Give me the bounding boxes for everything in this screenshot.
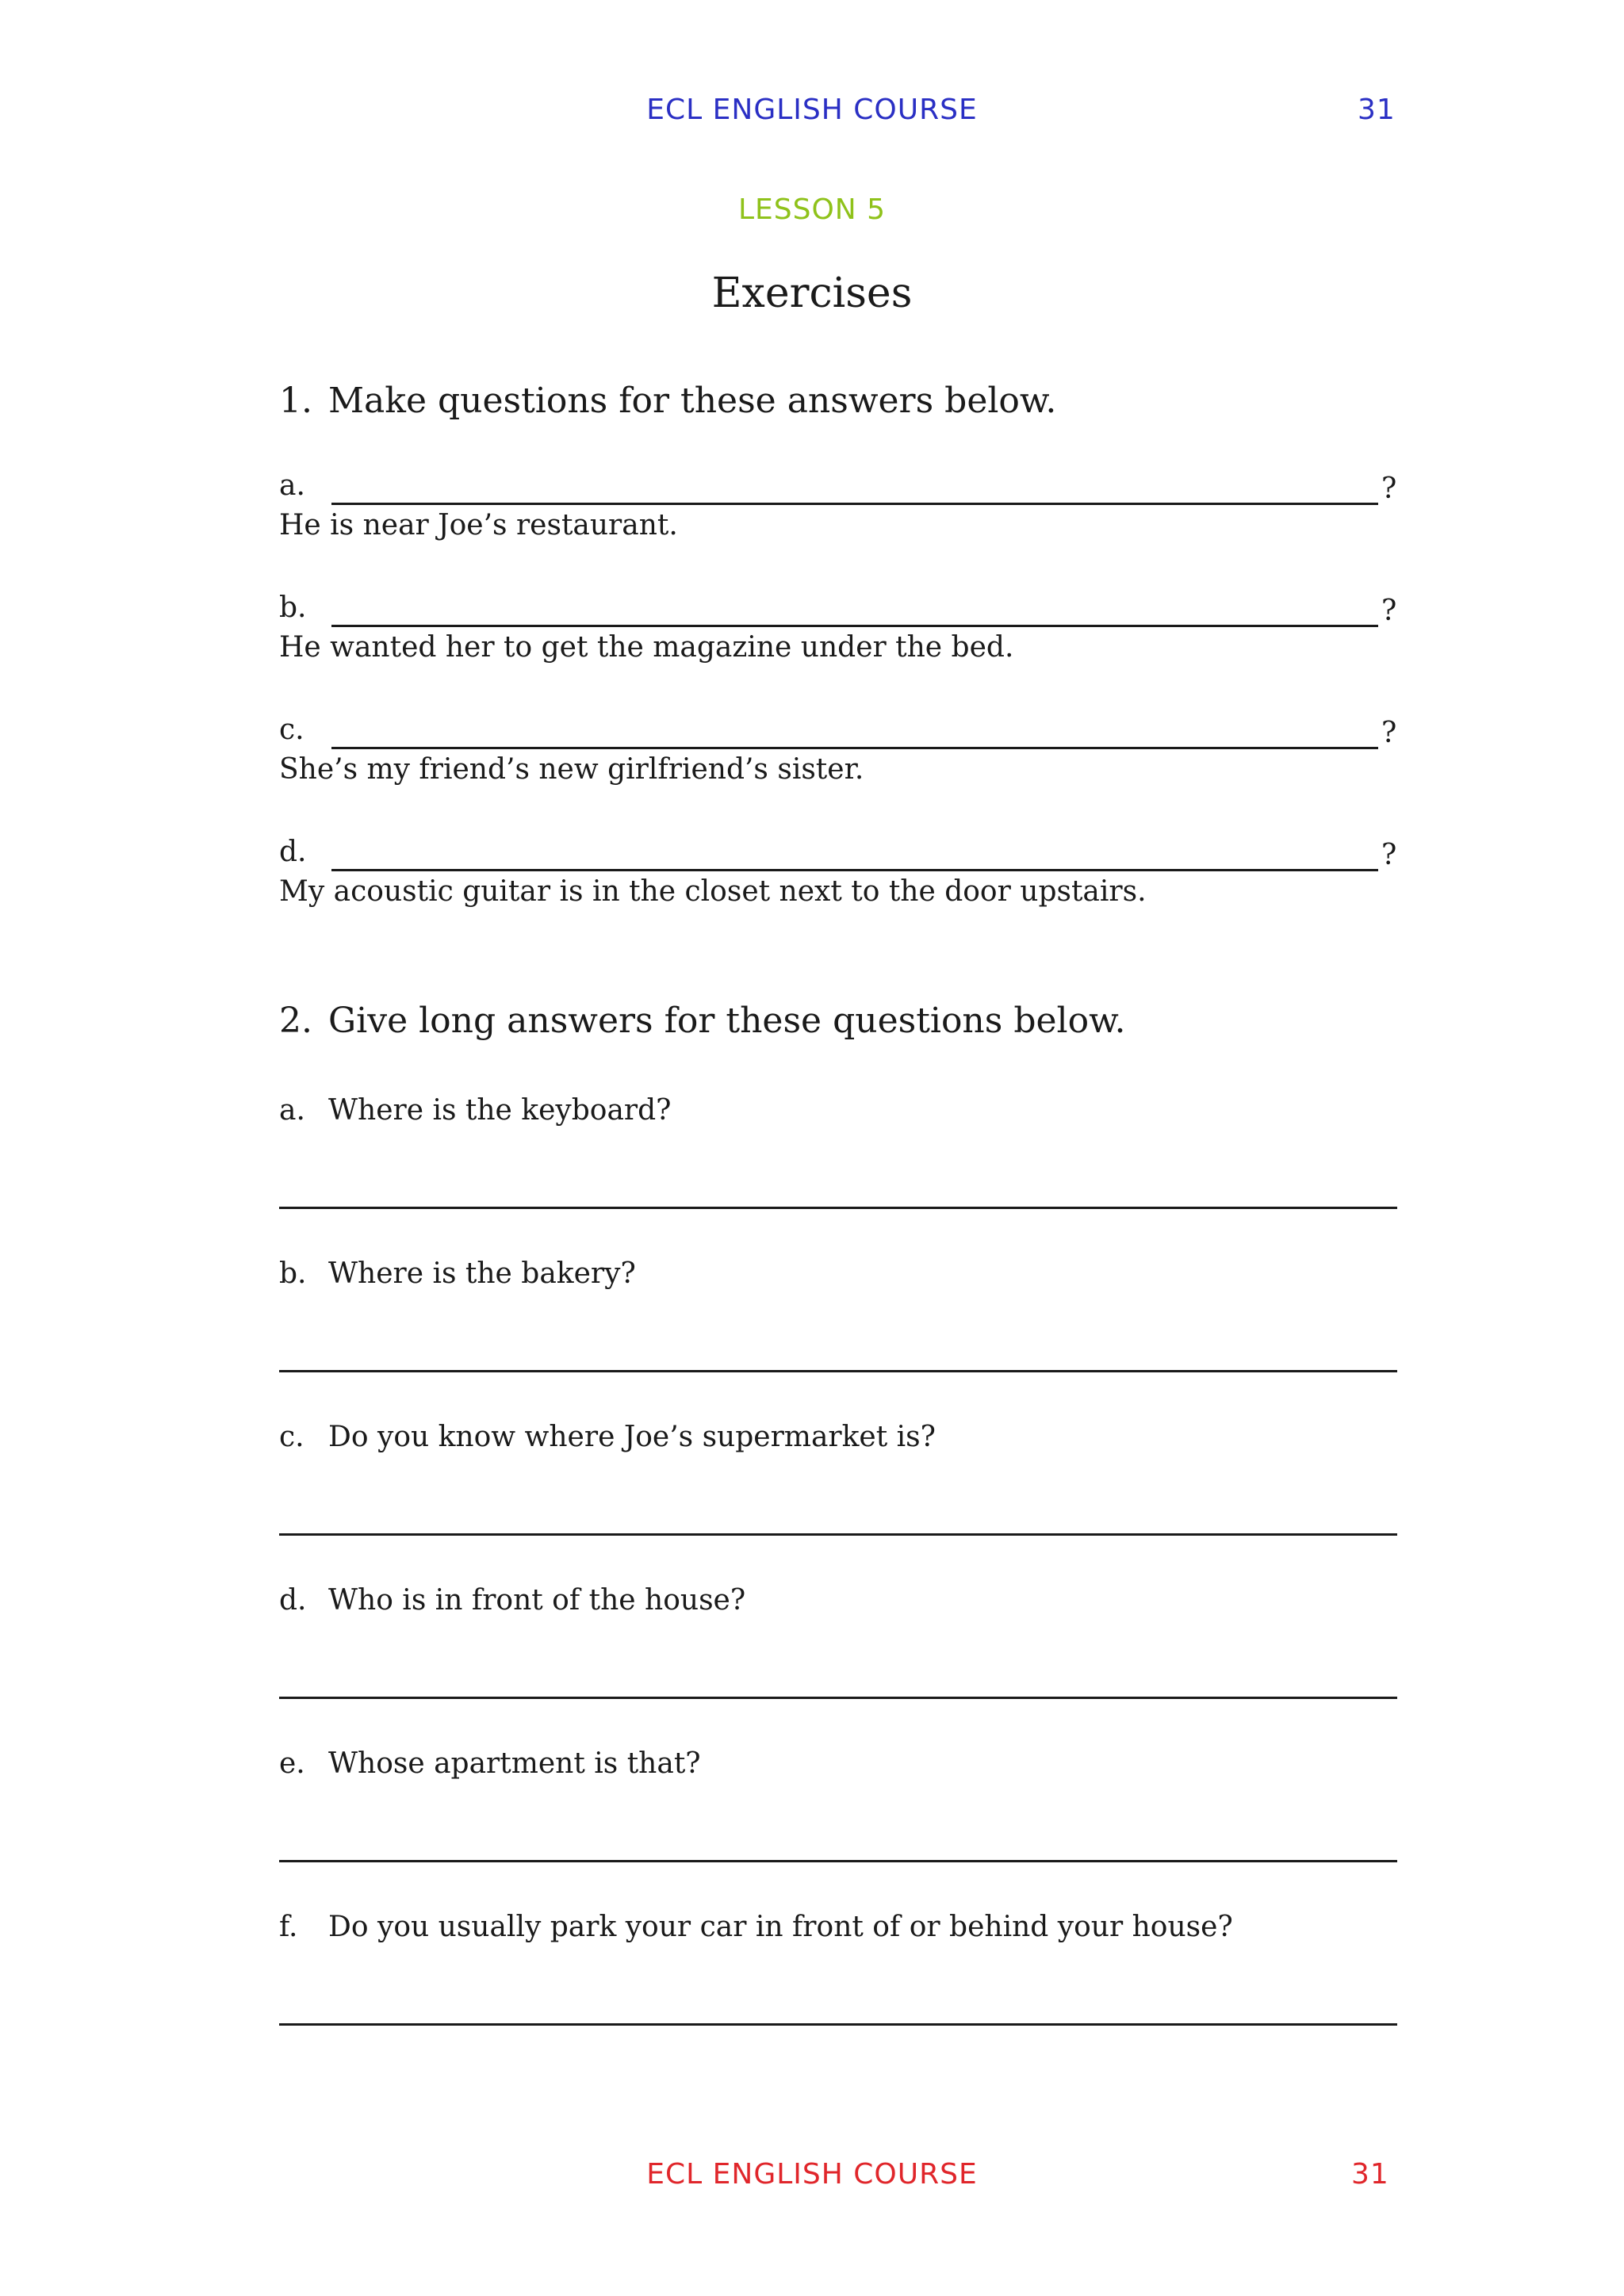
answer-line-f[interactable] <box>279 2023 1397 2026</box>
page-header <box>0 94 1624 141</box>
section-1-heading-text: Make questions for these answers below. <box>328 381 1057 421</box>
question-text: Do you know where Joe’s supermarket is? <box>328 1421 936 1453</box>
question-mark: ? <box>1381 595 1397 627</box>
section-2-heading <box>279 1001 1126 1041</box>
answer-line-e[interactable] <box>279 1860 1397 1862</box>
section-1-item-c <box>279 714 1397 753</box>
section-2-question-b <box>279 1257 636 1290</box>
given-answer-b: He wanted her to get the magazine under the bed. <box>279 631 1014 664</box>
section-1-heading <box>279 381 1056 421</box>
section-1-item-d <box>279 836 1397 875</box>
given-answer-d: My acoustic guitar is in the closet next to the door upstairs. <box>279 875 1147 908</box>
question-mark: ? <box>1381 717 1397 749</box>
item-letter: c. <box>279 714 304 746</box>
section-2-number: 2. <box>279 1001 312 1041</box>
answer-line-d[interactable] <box>279 1697 1397 1699</box>
question-blank-line[interactable] <box>331 625 1378 627</box>
item-letter: b. <box>279 1257 307 1290</box>
question-text: Where is the bakery? <box>328 1257 636 1290</box>
footer-page-number: 31 <box>1351 2158 1389 2191</box>
question-mark: ? <box>1381 839 1397 871</box>
section-2-heading-text: Give long answers for these questions below. <box>328 1001 1126 1041</box>
item-letter: b. <box>279 591 307 624</box>
question-blank-line[interactable] <box>331 747 1378 749</box>
header-page-number: 31 <box>1358 94 1396 126</box>
answer-line-c[interactable] <box>279 1533 1397 1536</box>
section-2-question-e <box>279 1747 701 1780</box>
section-1-number: 1. <box>279 381 312 421</box>
answer-line-b[interactable] <box>279 1370 1397 1372</box>
footer-course-title: ECL ENGLISH COURSE <box>646 2158 978 2191</box>
section-2-question-f <box>279 1911 1233 1943</box>
section-1-item-a <box>279 469 1397 509</box>
question-blank-line[interactable] <box>331 503 1378 505</box>
section-2-question-d <box>279 1584 745 1617</box>
item-letter: c. <box>279 1421 304 1453</box>
question-text: Whose apartment is that? <box>328 1747 701 1780</box>
section-2-question-a <box>279 1094 671 1127</box>
question-text: Where is the keyboard? <box>328 1094 672 1127</box>
item-letter: e. <box>279 1747 305 1780</box>
section-1-item-b <box>279 591 1397 631</box>
given-answer-a: He is near Joe’s restaurant. <box>279 509 678 541</box>
lesson-label: LESSON 5 <box>737 193 887 226</box>
page-footer <box>0 2158 1624 2206</box>
item-letter: d. <box>279 836 307 868</box>
question-text: Who is in front of the house? <box>328 1584 746 1617</box>
header-course-title: ECL ENGLISH COURSE <box>646 94 978 126</box>
page-title: Exercises <box>711 270 913 317</box>
item-letter: a. <box>279 469 305 502</box>
given-answer-c: She’s my friend’s new girlfriend’s sister. <box>279 753 864 786</box>
item-letter: d. <box>279 1584 307 1617</box>
section-2-question-c <box>279 1421 936 1453</box>
item-letter: a. <box>279 1094 305 1127</box>
question-text: Do you usually park your car in front of or behind your house? <box>328 1911 1233 1943</box>
question-blank-line[interactable] <box>331 869 1378 871</box>
question-mark: ? <box>1381 473 1397 505</box>
item-letter: f. <box>279 1911 298 1943</box>
answer-line-a[interactable] <box>279 1207 1397 1209</box>
